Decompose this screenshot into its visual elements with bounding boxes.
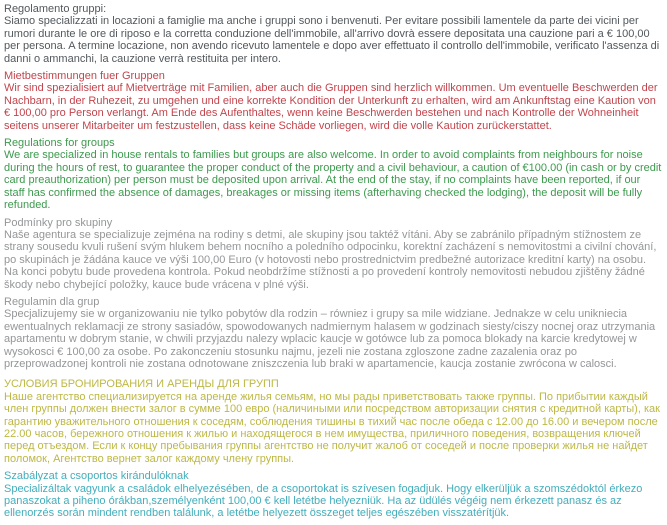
section-body-german: Wir sind spezialisiert auf Mietverträge mit Familien, aber auch die Gruppen sind herzlich willkommen. Um eventuelle Beschwerden der Nachbarn, in der Ruhezeit, zu umgehen und eine korrekte Kondition der Unterkunft zu erhalten, wird am Ankunftstag eine Kaution von € 100,00 pro Person verlangt. Am Ende des Aufenthaltes, wenn keine Beschwerden bestehen und nach Kontrolle der Wohneinheit seitens unserer Mitarbeiter um festzustellen, dass keine Schäde vorliegen, wird die volle Kaution zurückerstattet. <box>4 82 658 132</box>
section-polish <box>4 296 662 370</box>
section-russian <box>4 378 662 465</box>
section-hungarian <box>4 470 662 520</box>
section-english <box>4 137 662 211</box>
section-body-polish: Specjalizujemy sie w organizowaniu nie tylko pobytów dla rodzin – równiez i grupy sa mile widziane. Jednakze w celu unikniecia ewentualnych reklamacji ze strony sasiadów, spowodowanych nadmiernym halasem w godzinach siesty/ciszy nocnej oraz utrzymania apartamentu w dobrym stanie, w chwili przyjazdu nalezy wplacic kaucje w gotówce lub za pomoca blokady na karcie kredytowej w wysokosci € 100,00 za osobe. Po zakonczeniu stosunku najmu, jezeli nie zostana zgloszone zadne zazalenia oraz po przeprowadzonej kontroli nie zostana odnotowane zniszczenia lub braki w apartamencie, kaucja zostanie zwrócona w calosci. <box>4 308 656 370</box>
section-title-polish: Regulamin dla grup <box>4 295 100 308</box>
section-italian <box>4 3 662 65</box>
section-body-czech: Naše agentura se specializuje zejména na rodiny s detmi, ale skupiny jsou taktéž vítáni. Aby se zabránilo případným stížnostem ze strany sousedu kvuli rušení svým hlukem behem nocního a poledního odpocinku, korektní zacházení s nemovitostmi a civilní chování, po skupinách je žádána kauce ve výši 100,00 Euro (v hotovosti nebo prostrednictvim predbežné autorizace kreditní karty) na osobu. Na konci pobytu bude provedena kontrola. Pokud neobdržíme stížnosti a po provedení kontroly nemovitosti nebudou zjištěny žádné škody nebo chybející položky, kauce bude vrácena v plné výši. <box>4 228 657 291</box>
section-body-russian: Наше агентство специализируется на аренде жилья семьям, но мы рады приветствовать также группы. По прибытии каждый член группы должен внести залог в сумме 100 евро (наличиными или посредством авторизации снятия с кредитной карты), как гарантию уважительного отношения к соседям, соблюдения тишины в тихий час после обеда с 12.00 до 16.00 и вечером после 22.00 часов, бережного отношения к жилью и находящегося в нем имущества, приличного поведения, возвращения ключей перед отъездом. Если к концу пребывания группы агентство не получит жалоб от соседей и после проверки жилья не найдет поломок, Агентство вернет залог каждому члену группы. <box>4 390 660 465</box>
section-czech <box>4 217 662 291</box>
section-german <box>4 70 662 132</box>
section-title-italian: Regolamento gruppi: <box>4 3 107 15</box>
section-body-italian: Siamo specializzati in locazioni a famiglie ma anche i gruppi sono i benvenuti. Per evitare possibili lamentele da parte dei vicini per rumori durante le ore di riposo e la corretta conduzione dell'immobile, all'arrivo dovrà essere depositata una cauzione pari a € 100,00 per persona. A termine locazione, non avendo ricevuto lamentele e dopo aver effettuato il controllo dell'immobile, verificato l'assenza di danni o ammanchi, la cauzione verrà restituita per intero. <box>4 15 660 65</box>
section-title-czech: Podmínky pro skupiny <box>4 216 113 229</box>
section-body-english: We are specialized in house rentals to families but groups are also welcome. In order to avoid complaints from neighbours for noise during the hours of rest, to guarantee the proper conduct of the property and a civil behaviour, a caution of €100.00 (in cash or by credit card preauthorization) per person must be deposited upon arrival. At the end of the stay, if no complaints have been reported, if our staff has confirmed the absence of damages, breakages or missing items (afterhaving checked the lodging), the deposit will be fully refunded. <box>4 149 662 212</box>
section-body-hungarian: Specializáltak vagyunk a családok elhelyezésében, de a csoportokat is szívesen fogadjuk. Hogy elkerüljük a szomszédoktól érkezo panaszokat a piheno órákban,személyenként 100,00 € kell letétbe helyezniük. Ha az üdülés végéig nem érkezett panasz és az ellenorzés során mindent rendben találunk, a letétbe helyezett összeget teljes egészében visszatérítjük. <box>4 482 643 520</box>
section-title-russian: УСЛОВИЯ БРОНИРОВАНИЯ И АРЕНДЫ ДЛЯ ГРУПП <box>4 378 279 391</box>
section-title-hungarian: Szabályzat a csoportos kirándulóknak <box>4 470 189 483</box>
section-title-english: Regulations for groups <box>4 137 115 150</box>
section-title-german: Mietbestimmungen fuer Gruppen <box>4 70 165 83</box>
